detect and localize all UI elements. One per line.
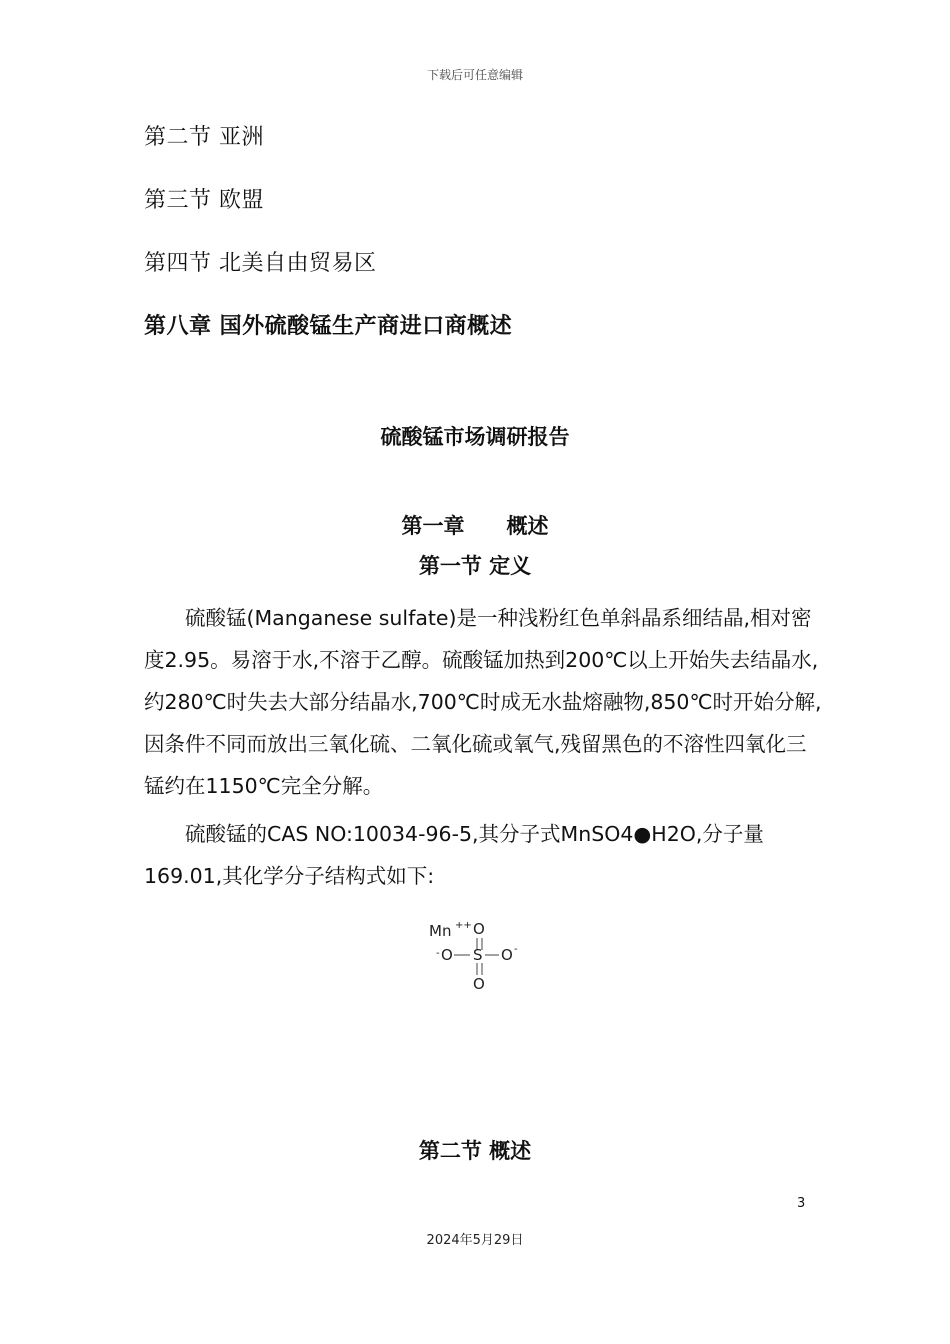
formula-sulfur: S xyxy=(473,946,483,964)
page-footer-date: 2024年5月29日 xyxy=(426,1233,524,1248)
page-number: 3 xyxy=(797,1196,806,1211)
structural-formula xyxy=(425,912,535,994)
chapter-heading: 第一章 概述 xyxy=(401,514,549,538)
formula-cation-charge: ++ xyxy=(455,920,472,931)
formula-charge-right: - xyxy=(514,944,518,955)
formula-charge-left: - xyxy=(436,948,440,959)
toc-item-eu: 第三节 欧盟 xyxy=(144,188,264,213)
toc-item-chapter8: 第八章 国外硫酸锰生产商进口商概述 xyxy=(144,314,513,339)
toc-item-nafta: 第四节 北美自由贸易区 xyxy=(144,251,377,276)
formula-oxygen-left: O xyxy=(441,946,453,964)
paragraph-definition: 硫酸锰(Manganese sulfate)是一种浅粉红色单斜晶系细结晶,相对密度2.95。易溶于水,不溶于乙醇。硫酸锰加热到200℃以上开始失去结晶水,约280℃时失去大部分结晶水,700℃时成无水盐熔融物,850℃时开始分解,因条件不同而放出三氧化硫、二氧化硫或氧气,残留黑色的不溶性四氧化三锰约在1150℃完全分解。 xyxy=(144,606,822,798)
section-heading-definition: 第一节 定义 xyxy=(418,554,532,578)
report-title: 硫酸锰市场调研报告 xyxy=(380,425,570,449)
formula-oxygen-bottom: O xyxy=(473,975,485,993)
paragraph-cas: 硫酸锰的CAS NO:10034-96-5,其分子式MnSO4●H2O,分子量169.01,其化学分子结构式如下: xyxy=(144,822,764,888)
formula-cation: Mn xyxy=(429,922,452,940)
formula-oxygen-top: O xyxy=(473,920,485,938)
section-heading-overview: 第二节 概述 xyxy=(418,1139,532,1163)
toc-item-asia: 第二节 亚洲 xyxy=(144,125,264,150)
page-header: 下载后可任意编辑 xyxy=(426,68,523,82)
formula-oxygen-right: O xyxy=(501,946,513,964)
